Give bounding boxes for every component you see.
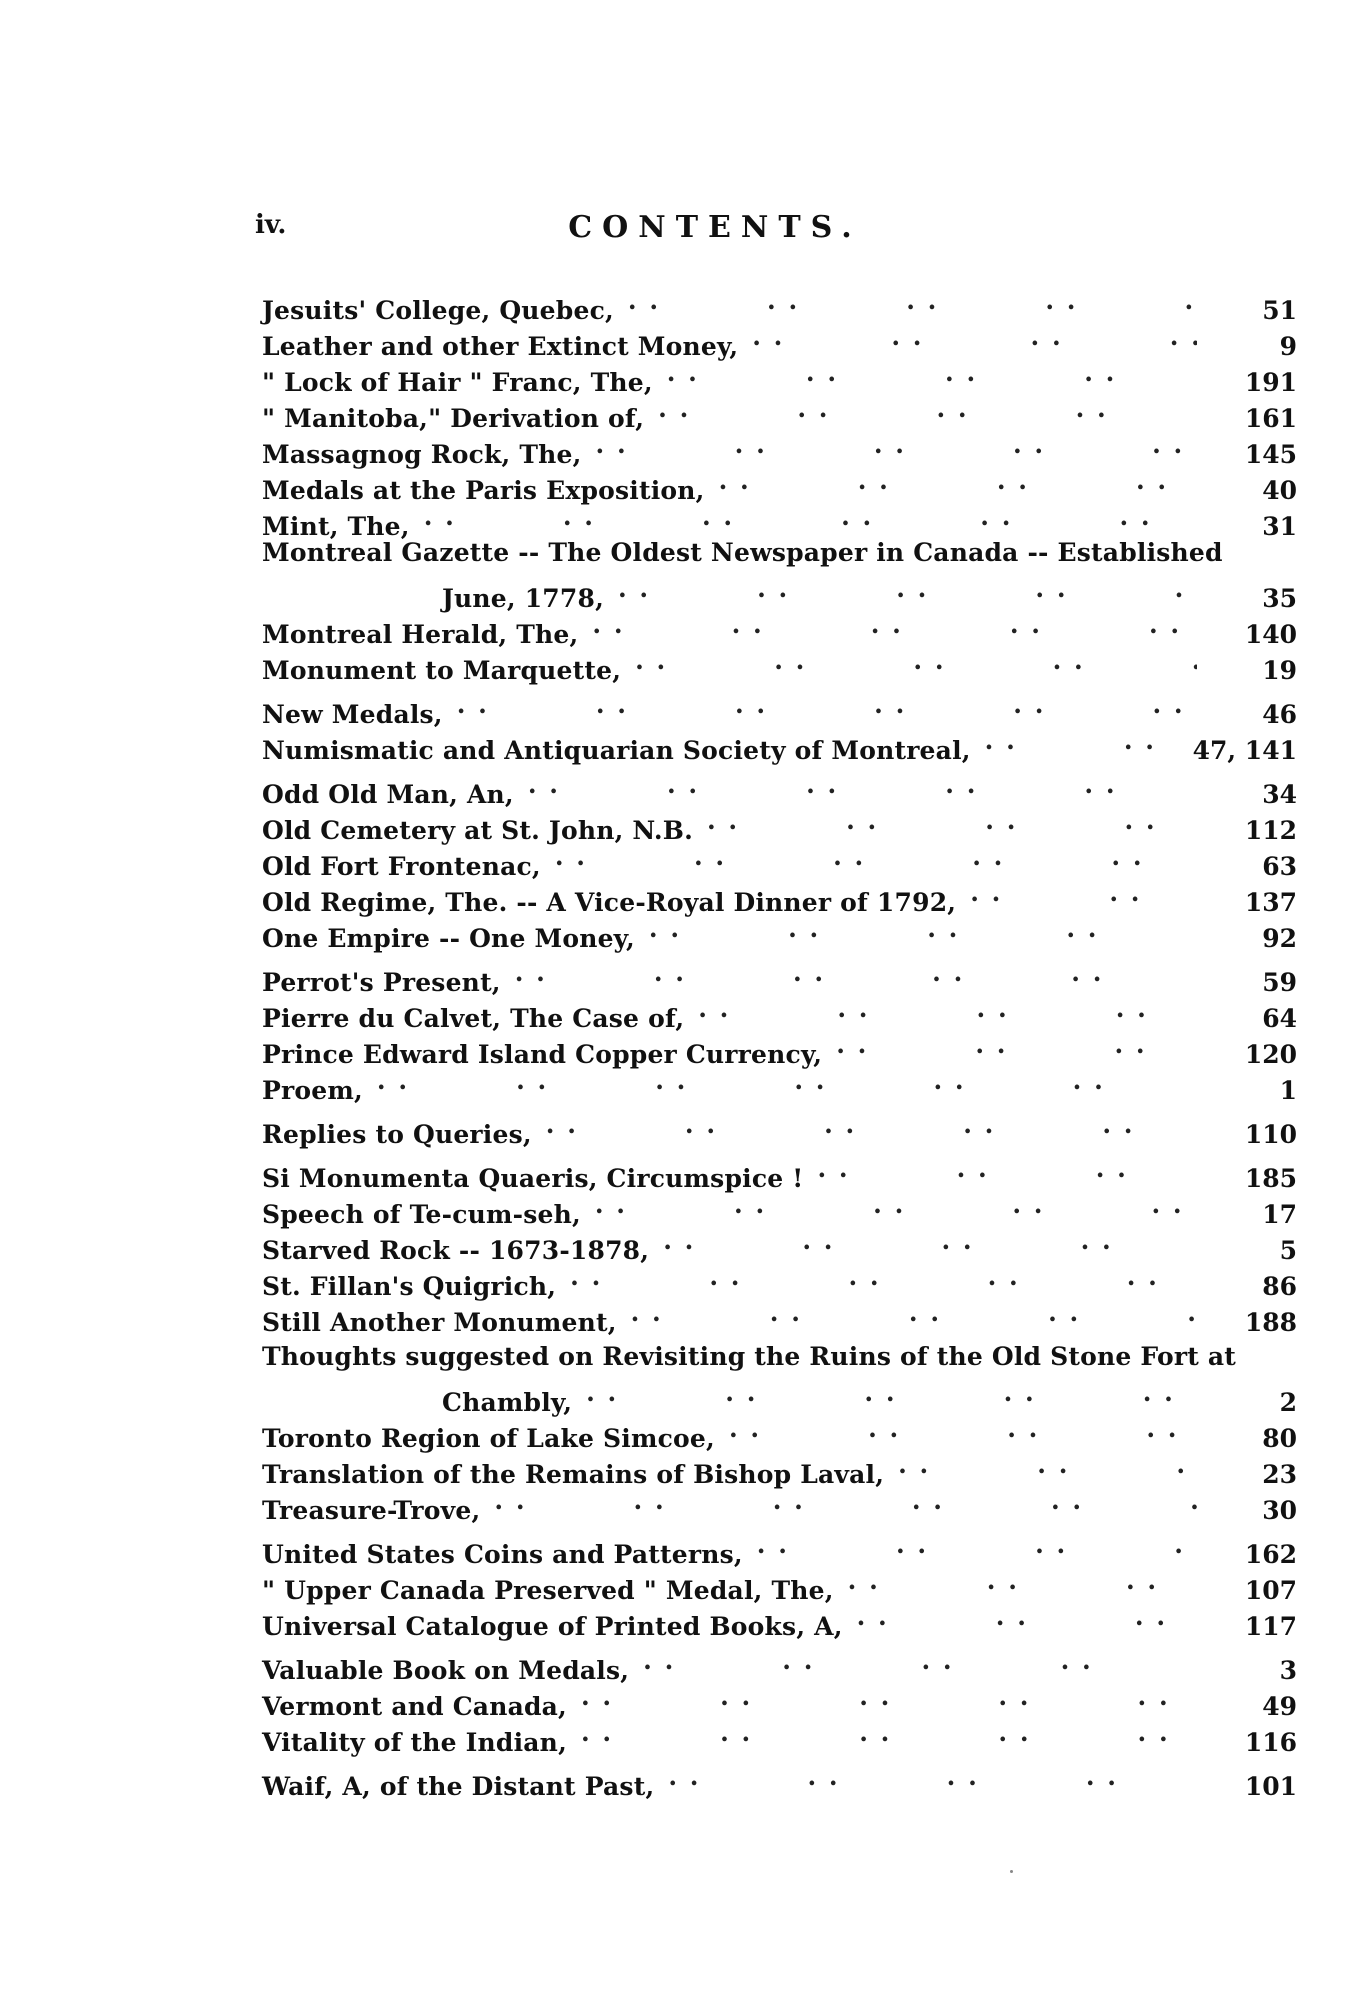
- toc-entry-page: 9: [1279, 332, 1297, 361]
- toc-entry: [262, 955, 1297, 997]
- toc-entry-continuation-line: [262, 571, 1297, 613]
- toc-entry-page: 64: [1262, 1004, 1297, 1033]
- toc-entry-title: Proem,: [262, 1076, 363, 1105]
- toc-entry: [262, 1295, 1297, 1337]
- dot-leader: [377, 1063, 1197, 1099]
- dot-leader: [635, 643, 1197, 679]
- toc-entry-line: [262, 1483, 1297, 1525]
- toc-entry-line: [262, 607, 1297, 649]
- toc-entry: [262, 1563, 1297, 1605]
- toc-entry: [262, 1223, 1297, 1265]
- dot-leader: [528, 767, 1197, 803]
- toc-entry-page: 23: [1262, 1460, 1297, 1489]
- toc-entry-title: " Upper Canada Preserved " Medal, The,: [262, 1576, 834, 1605]
- toc-entry-title: Translation of the Remains of Bishop Laval,: [262, 1460, 885, 1489]
- dot-leader: [618, 571, 1197, 607]
- dot-leader: [857, 1599, 1197, 1635]
- dot-leader: [836, 1027, 1197, 1063]
- dot-leader: [596, 427, 1197, 463]
- toc-entry: [262, 1063, 1297, 1105]
- toc-entry-line: [262, 499, 1297, 541]
- dot-leader: [555, 839, 1197, 875]
- toc-entry-title: Si Monumenta Quaeris, Circumspice !: [262, 1164, 804, 1193]
- toc-entry-line: [262, 1643, 1297, 1685]
- toc-entry-line: [262, 1563, 1297, 1605]
- dot-leader: [663, 1223, 1197, 1259]
- toc-entry-line: [262, 1447, 1297, 1489]
- toc-entry-title: Montreal Herald, The,: [262, 620, 579, 649]
- page-header: [255, 210, 1175, 250]
- toc-entry: [262, 1679, 1297, 1721]
- toc-entry: [262, 319, 1297, 361]
- dot-leader: [649, 911, 1197, 947]
- dot-leader: [752, 319, 1197, 355]
- toc-entry: [262, 1151, 1297, 1193]
- toc-entry-page: 3: [1279, 1656, 1297, 1685]
- toc-entry: [262, 991, 1297, 1033]
- dot-leader: [817, 1151, 1197, 1187]
- toc-entry-title: Old Cemetery at St. John, N.B.: [262, 816, 693, 845]
- toc-entry-line: [262, 1715, 1297, 1757]
- toc-entry-line: [262, 687, 1297, 729]
- dot-leader: [628, 283, 1197, 319]
- toc-entry: [262, 1339, 1297, 1417]
- toc-entry: [262, 1643, 1297, 1685]
- dot-leader: [570, 1259, 1197, 1295]
- toc-entry-title: Medals at the Paris Exposition,: [262, 476, 705, 505]
- toc-entry-page: 191: [1244, 368, 1297, 397]
- toc-entry-title: Odd Old Man, An,: [262, 780, 514, 809]
- toc-entry-page: 161: [1244, 404, 1297, 433]
- toc-entry-title: Old Regime, The. -- A Vice-Royal Dinner of 1792,: [262, 888, 957, 917]
- dot-leader: [515, 955, 1197, 991]
- toc-entry-title: Montreal Gazette -- The Oldest Newspaper in Canada -- Established: [262, 538, 1223, 567]
- toc-entry: [262, 607, 1297, 649]
- toc-entry-continuation-line: [262, 1375, 1297, 1417]
- toc-entry-line: [262, 319, 1297, 361]
- toc-entry-page: 162: [1244, 1540, 1297, 1569]
- toc-entry-line: [262, 1599, 1297, 1641]
- toc-entry-title: Jesuits' College, Quebec,: [262, 296, 614, 325]
- dot-leader: [581, 1679, 1197, 1715]
- toc-entry-title: Vitality of the Indian,: [262, 1728, 567, 1757]
- toc-entry-line: [262, 1027, 1297, 1069]
- toc-entry-page: 47, 141: [1192, 736, 1297, 765]
- dot-leader: [757, 1527, 1197, 1563]
- dot-leader: [595, 1187, 1197, 1223]
- toc-entry-title: Waif, A, of the Distant Past,: [262, 1772, 655, 1801]
- toc-entry-page: 107: [1244, 1576, 1297, 1605]
- print-speck: [1010, 1870, 1013, 1873]
- toc-entry-page: 5: [1279, 1236, 1297, 1265]
- toc-entry-page: 51: [1262, 296, 1297, 325]
- toc-entry-line: [262, 535, 1297, 571]
- toc-entry-page: 31: [1262, 512, 1297, 541]
- toc-entry-page: 112: [1244, 816, 1297, 845]
- toc-entry: [262, 767, 1297, 809]
- running-head-title: CONTENTS.: [568, 210, 862, 245]
- dot-leader: [546, 1107, 1197, 1143]
- dot-leader: [586, 1375, 1197, 1411]
- toc-entry-line: [262, 911, 1297, 953]
- toc-entry-title-continuation: June, 1778,: [442, 584, 604, 613]
- dot-leader: [658, 391, 1197, 427]
- toc-entry-line: [262, 427, 1297, 469]
- toc-entry-page: 86: [1262, 1272, 1297, 1301]
- toc-entry-page: 17: [1262, 1200, 1297, 1229]
- dot-leader: [581, 1715, 1197, 1751]
- toc-entry-page: 40: [1262, 476, 1297, 505]
- toc-entry-line: [262, 839, 1297, 881]
- toc-entry-page: 185: [1244, 1164, 1297, 1193]
- dot-leader: [667, 355, 1197, 391]
- toc-entry-page: 116: [1244, 1728, 1297, 1757]
- toc-entry-title: " Manitoba," Derivation of,: [262, 404, 645, 433]
- toc-entry-title: " Lock of Hair " Franc, The,: [262, 368, 653, 397]
- toc-entry-title: Pierre du Calvet, The Case of,: [262, 1004, 685, 1033]
- toc-entry-title: Universal Catalogue of Printed Books, A,: [262, 1612, 843, 1641]
- toc-entry: [262, 1527, 1297, 1569]
- toc-entry-line: [262, 1759, 1297, 1801]
- toc-entry: [262, 283, 1297, 325]
- toc-entry-page: 34: [1262, 780, 1297, 809]
- toc-entry-page: 30: [1262, 1496, 1297, 1525]
- toc-entry: [262, 1107, 1297, 1149]
- toc-entry: [262, 391, 1297, 433]
- toc-entry-page: 35: [1262, 584, 1297, 613]
- toc-entry: [262, 875, 1297, 917]
- toc-entry: [262, 1715, 1297, 1757]
- toc-entry: [262, 803, 1297, 845]
- toc-entry-page: 140: [1244, 620, 1297, 649]
- toc-entry-title: New Medals,: [262, 700, 443, 729]
- dot-leader: [898, 1447, 1197, 1483]
- toc-entry-title: Mint, The,: [262, 512, 410, 541]
- toc-entry-line: [262, 283, 1297, 325]
- toc-entry-line: [262, 1259, 1297, 1301]
- toc-entry-page: 101: [1244, 1772, 1297, 1801]
- page-number: iv.: [255, 210, 287, 240]
- dot-leader: [719, 463, 1197, 499]
- toc-entry-page: 1: [1279, 1076, 1297, 1105]
- toc-entry-page: 137: [1244, 888, 1297, 917]
- dot-leader: [631, 1295, 1197, 1331]
- toc-entry-title: Treasure-Trove,: [262, 1496, 481, 1525]
- dot-leader: [970, 875, 1197, 911]
- dot-leader: [985, 723, 1183, 759]
- dot-leader: [424, 499, 1197, 535]
- toc-entry-title: Still Another Monument,: [262, 1308, 617, 1337]
- toc-entry-line: [262, 1295, 1297, 1337]
- dot-leader: [729, 1411, 1197, 1447]
- toc-entry-line: [262, 391, 1297, 433]
- toc-entry-page: 46: [1262, 700, 1297, 729]
- dot-leader: [668, 1759, 1197, 1795]
- toc-entry-title: Toronto Region of Lake Simcoe,: [262, 1424, 715, 1453]
- toc-entry-page: 92: [1262, 924, 1297, 953]
- toc-entry: [262, 535, 1297, 613]
- toc-entry-title: Prince Edward Island Copper Currency,: [262, 1040, 823, 1069]
- dot-leader: [848, 1563, 1197, 1599]
- table-of-contents: [262, 283, 1297, 1801]
- toc-entry-line: [262, 1527, 1297, 1569]
- toc-entry-page: 49: [1262, 1692, 1297, 1721]
- toc-entry: [262, 643, 1297, 685]
- toc-entry-line: [262, 1223, 1297, 1265]
- toc-entry-title: Numismatic and Antiquarian Society of Montreal,: [262, 736, 971, 765]
- toc-entry-title: Leather and other Extinct Money,: [262, 332, 739, 361]
- toc-entry-line: [262, 1339, 1297, 1375]
- toc-entry: [262, 427, 1297, 469]
- toc-entry: [262, 1599, 1297, 1641]
- toc-entry: [262, 1027, 1297, 1069]
- section-gap: [262, 1099, 1297, 1107]
- toc-entry: [262, 1483, 1297, 1525]
- toc-entry-title: Monument to Marquette,: [262, 656, 622, 685]
- toc-entry-title: St. Fillan's Quigrich,: [262, 1272, 557, 1301]
- toc-entry: [262, 1447, 1297, 1489]
- toc-entry: [262, 839, 1297, 881]
- toc-entry-line: [262, 875, 1297, 917]
- toc-entry-title: Replies to Queries,: [262, 1120, 532, 1149]
- toc-entry-title: Old Fort Frontenac,: [262, 852, 541, 881]
- toc-entry-title: Starved Rock -- 1673-1878,: [262, 1236, 650, 1265]
- toc-entry-title: Speech of Te-cum-seh,: [262, 1200, 581, 1229]
- toc-entry-page: 120: [1244, 1040, 1297, 1069]
- toc-entry: [262, 355, 1297, 397]
- toc-entry-page: 59: [1262, 968, 1297, 997]
- toc-entry: [262, 1259, 1297, 1301]
- toc-entry: [262, 463, 1297, 505]
- toc-entry: [262, 1759, 1297, 1801]
- dot-leader: [494, 1483, 1197, 1519]
- toc-entry-title: Valuable Book on Medals,: [262, 1656, 630, 1685]
- toc-entry-page: 2: [1279, 1388, 1297, 1417]
- dot-leader: [457, 687, 1197, 723]
- toc-entry-title: Massagnog Rock, The,: [262, 440, 582, 469]
- toc-entry-line: [262, 1107, 1297, 1149]
- toc-entry-title: One Empire -- One Money,: [262, 924, 635, 953]
- toc-entry-page: 117: [1244, 1612, 1297, 1641]
- toc-entry-title: Thoughts suggested on Revisiting the Ruins of the Old Stone Fort at: [262, 1342, 1237, 1371]
- toc-entry-page: 80: [1262, 1424, 1297, 1453]
- toc-entry-line: [262, 991, 1297, 1033]
- toc-entry-title-continuation: Chambly,: [442, 1388, 573, 1417]
- dot-leader: [643, 1643, 1197, 1679]
- toc-entry-line: [262, 1187, 1297, 1229]
- toc-entry-line: [262, 1411, 1297, 1453]
- toc-entry-line: [262, 767, 1297, 809]
- toc-entry: [262, 499, 1297, 541]
- toc-entry-title: Perrot's Present,: [262, 968, 501, 997]
- toc-entry-title: United States Coins and Patterns,: [262, 1540, 743, 1569]
- toc-entry-line: [262, 355, 1297, 397]
- toc-entry-title: Vermont and Canada,: [262, 1692, 567, 1721]
- dot-leader: [698, 991, 1197, 1027]
- toc-entry-page: 110: [1244, 1120, 1297, 1149]
- toc-entry-line: [262, 463, 1297, 505]
- dot-leader: [592, 607, 1197, 643]
- dot-leader: [707, 803, 1197, 839]
- toc-entry: [262, 911, 1297, 953]
- toc-entry-line: [262, 803, 1297, 845]
- toc-entry-line: [262, 1151, 1297, 1193]
- toc-entry: [262, 723, 1297, 765]
- toc-entry-line: [262, 643, 1297, 685]
- toc-entry-page: 19: [1262, 656, 1297, 685]
- toc-entry-line: [262, 723, 1297, 765]
- toc-entry-page: 63: [1262, 852, 1297, 881]
- toc-entry: [262, 687, 1297, 729]
- toc-entry-line: [262, 1679, 1297, 1721]
- toc-entry-line: [262, 955, 1297, 997]
- toc-entry-page: 145: [1244, 440, 1297, 469]
- toc-entry-line: [262, 1063, 1297, 1105]
- toc-entry: [262, 1187, 1297, 1229]
- toc-entry: [262, 1411, 1297, 1453]
- toc-entry-page: 188: [1244, 1308, 1297, 1337]
